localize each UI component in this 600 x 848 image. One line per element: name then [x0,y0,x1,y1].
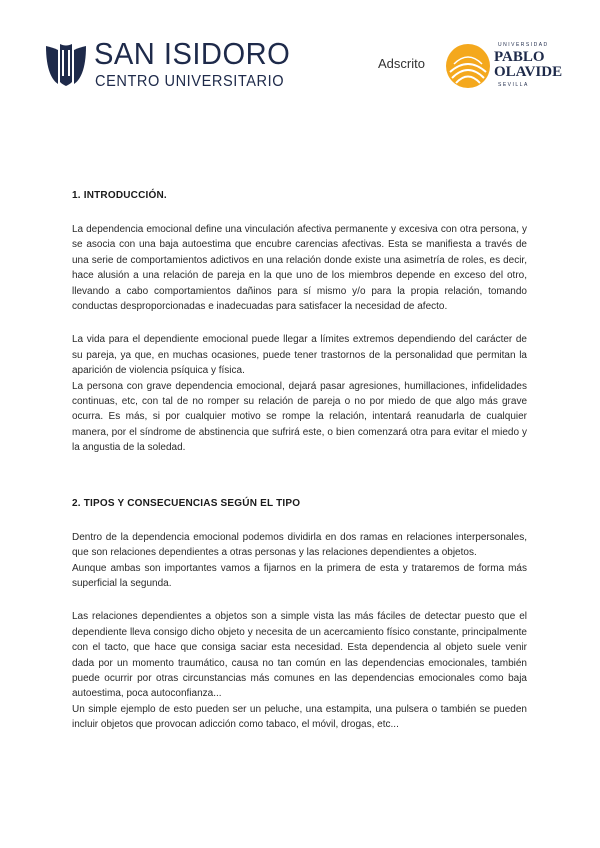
upo-name-line2: OLAVIDE [494,64,563,80]
upo-name-line1: PABLO [494,49,545,65]
san-isidoro-emblem-icon [44,42,88,88]
upo-university-label: UNIVERSIDAD [498,42,549,48]
section1-heading: 1. INTRODUCCIÓN. [72,190,167,201]
brand-name: SAN ISIDORO [94,36,291,71]
brand-subtitle: CENTRO UNIVERSITARIO [95,73,285,90]
section2-paragraph-2: Aunque ambas son importantes vamos a fijarnos en la primera de esta y trataremos de forma más superficial la segunda. [72,562,527,589]
adscrito-label: Adscrito [378,56,425,71]
document-body [72,190,527,733]
section2-heading: 2. TIPOS Y CONSECUENCIAS SEGÚN EL TIPO [72,497,301,509]
section2-paragraph-3: Las relaciones dependientes a objetos son a simple vista las más fáciles de detectar puesto que el dependiente lleva consigo dicho objeto y necesita de un acercamiento físico constante, principalmente con el tacto, que hace que consiga saciar esta necesidad. Esta dependencia al objeto suele venir dada por un momento traumático, causa no tan común en las dependencias emocionales, también puede ocurrir por otras circunstancias más comunes en las dependencias emocionales como baja autoestima, poca autoconfianza... [72,611,527,700]
section1-paragraph-1: La dependencia emocional define una vinculación afectiva permanente y excesiva con otra persona, y se asocia con una baja autoestima que encubre carencias afectivas. Esta se manifiesta a través de una serie de comportamientos adictivos en una relación donde existe una asimetría de roles, es decir, hace alusión a una relación de pareja en la que uno de los miembros depende en exceso del otro, llevando a cabo comportamientos dañinos para sí mismo y/o para la propia relación, tomando conductas desproporcionadas e inadecuadas para satisfacer la necesidad de afecto. [72,224,527,313]
section2-paragraph-4: Un simple ejemplo de esto pueden ser un peluche, una estampita, una pulsera o también se pueden incluir objetos que provocan adicción como tabaco, el móvil, drogas, etc... [72,703,527,731]
san-isidoro-logo [44,36,304,100]
upo-city-label: SEVILLA [498,82,529,88]
upo-sun-icon [444,42,492,90]
section2-paragraph-1: Dentro de la dependencia emocional podemos dividirla en dos ramas en relaciones interpersonales, que son relaciones dependientes a otras personas y las relaciones dependientes a objetos. [72,531,527,559]
page-header [0,0,600,130]
upo-logo-text [490,42,578,90]
section1-paragraph-2: La vida para el dependiente emocional puede llegar a límites extremos dependiendo del carácter de su pareja, ya que, en muchas ocasiones, puede tener trastornos de la personalidad que permitan la aparición de violencia psíquica y física. [72,334,527,377]
section1-paragraph-3: La persona con grave dependencia emocional, dejará pasar agresiones, humillaciones, infidelidades continuas, etc, con tal de no romper su relación de pareja o no por miedo de que algo más grave ocurra. Es más, si por cualquier motivo se rompe la relación, intentará reanudarla de cualquier manera, por el síndrome de abstinencia que sufrirá este, o bien comenzará otra para evitar el miedo y la angustia de la soledad. [72,380,527,454]
